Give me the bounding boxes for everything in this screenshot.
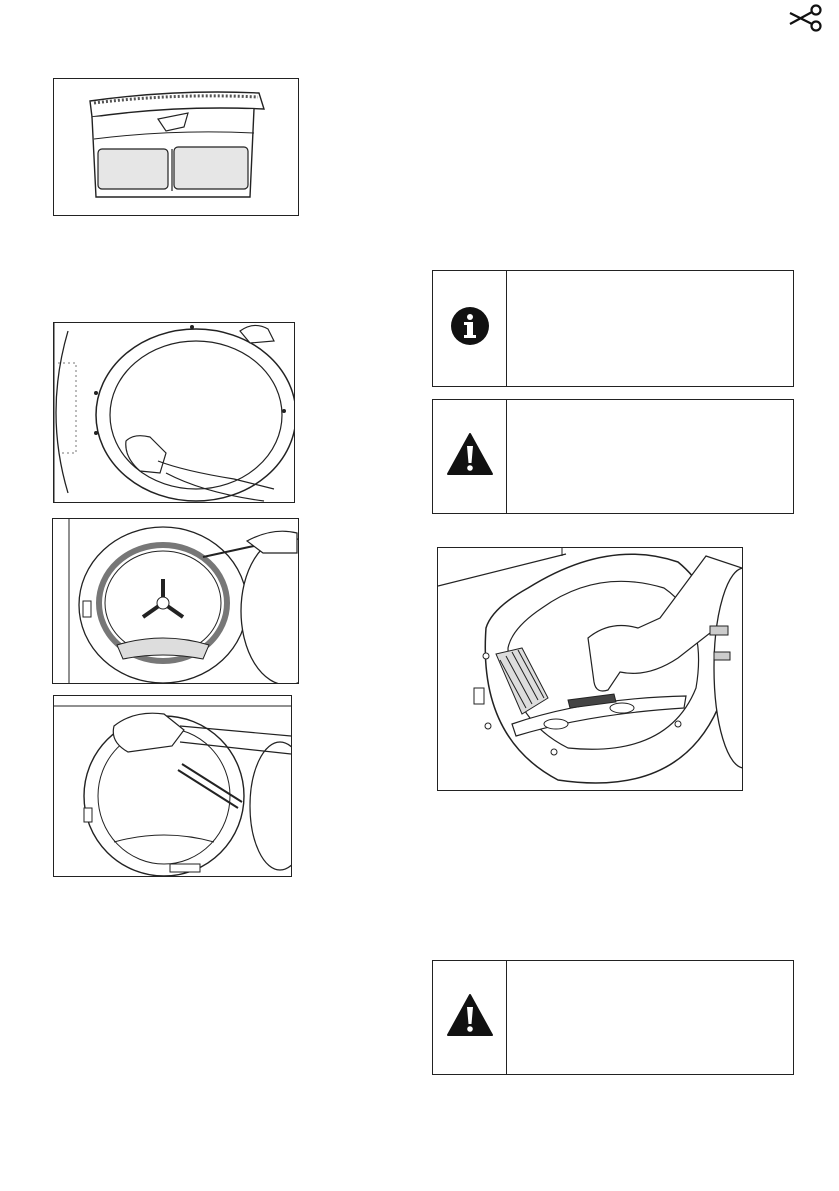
info-notice (432, 270, 794, 387)
warning-notice-2-text (507, 961, 793, 1074)
warning-icon (446, 993, 494, 1042)
scissors-icon (787, 4, 823, 34)
warning-notice-1-text (507, 400, 793, 513)
info-icon-cell (433, 271, 507, 386)
warning-notice-1 (432, 399, 794, 514)
warning-icon-cell (433, 400, 507, 513)
filter-figure (53, 78, 299, 216)
warning-notice-2 (432, 960, 794, 1075)
drum-wipe-figure (53, 695, 292, 877)
warning-icon-cell (433, 961, 507, 1074)
info-icon (450, 306, 490, 351)
warning-icon (446, 432, 494, 481)
seal-brush-figure (52, 518, 299, 684)
door-wipe-figure (53, 322, 295, 503)
info-notice-text (507, 271, 793, 386)
sensor-clean-figure (437, 547, 743, 791)
